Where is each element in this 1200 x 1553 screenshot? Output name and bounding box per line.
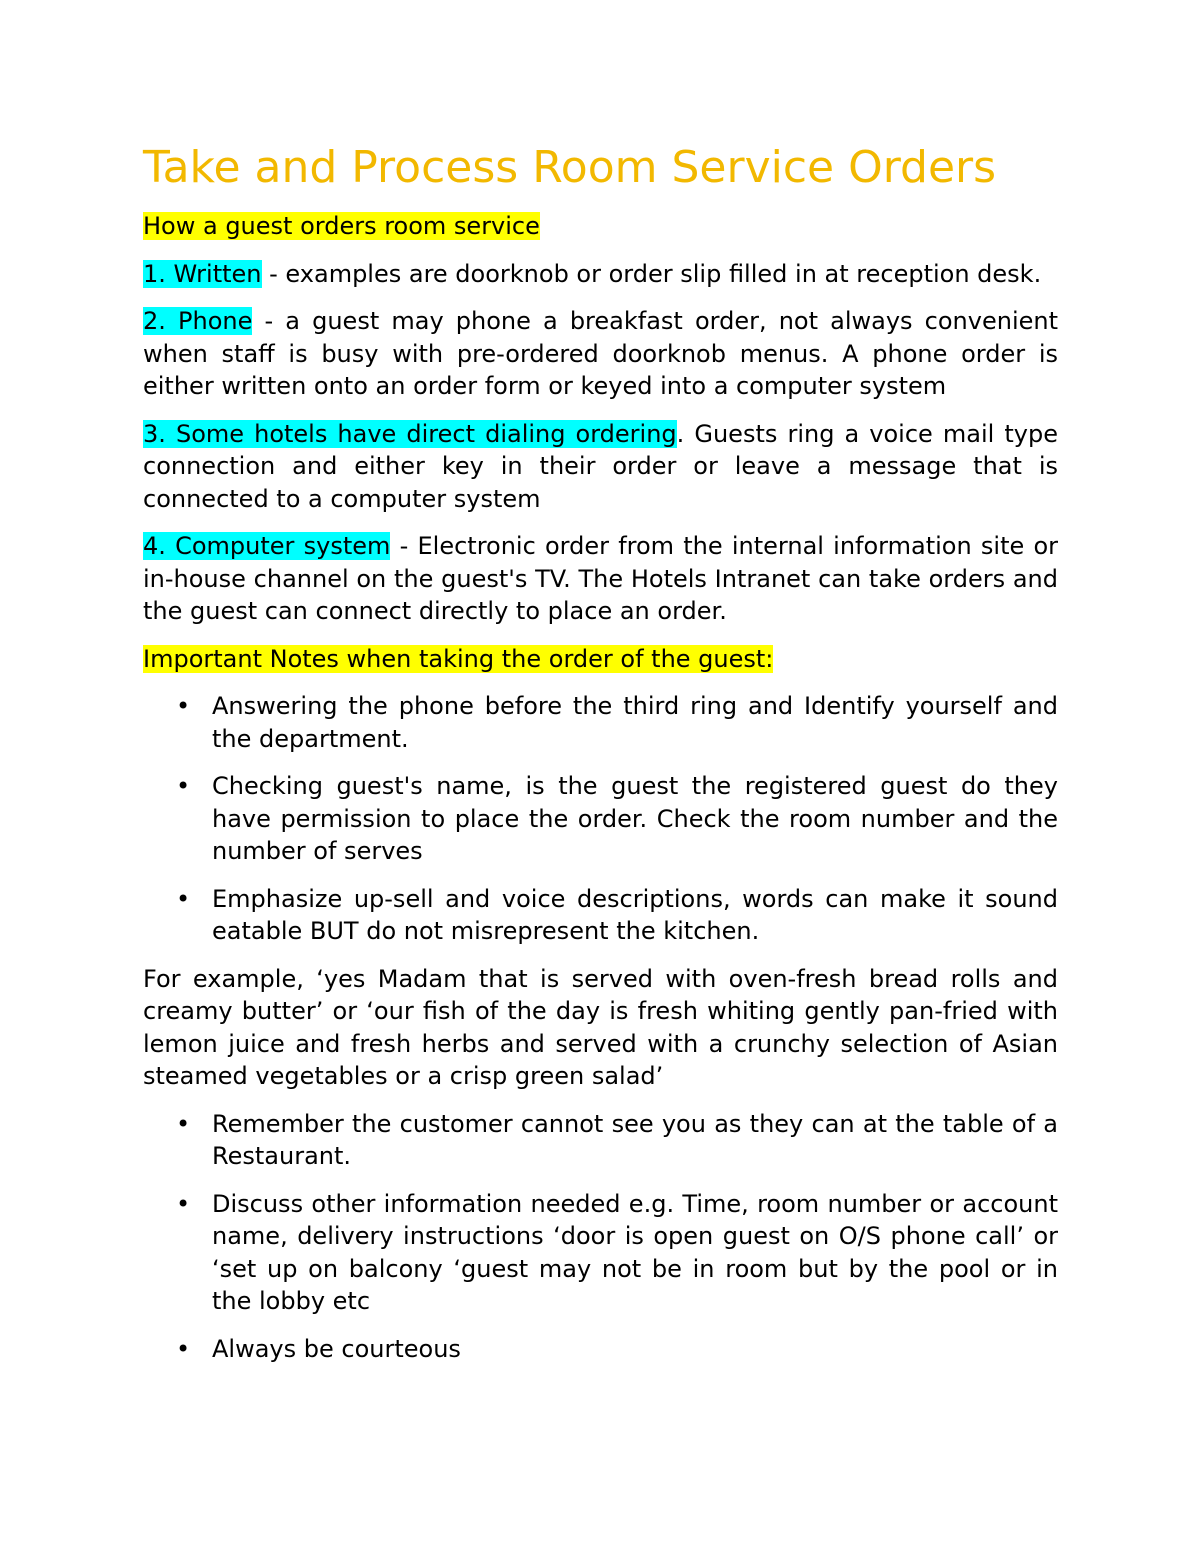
order-method-text: . Guests ring a voice mail type connection and either key in their order or leave a message that is connected to a computer system xyxy=(143,419,1058,513)
list-item xyxy=(143,690,1058,755)
list-item xyxy=(143,883,1058,948)
bullet-icon: • xyxy=(176,692,191,720)
order-method-item xyxy=(143,305,1058,403)
list-item-text: Emphasize up-sell and voice descriptions, words can make it sound eatable BUT do not misrepresent the kitchen. xyxy=(212,884,1058,945)
list-item xyxy=(143,1108,1058,1173)
order-method-text: - Electronic order from the internal information site or in-house channel on the guest's TV. The Hotels Intranet can take orders and the guest can connect directly to place an order. xyxy=(143,532,1059,625)
order-method-text: - examples are doorknob or order slip filled in at reception desk. xyxy=(261,259,1042,288)
section-heading-notes xyxy=(143,643,1058,676)
bullet-icon: • xyxy=(176,884,191,913)
bullet-icon: • xyxy=(176,1109,191,1138)
document-page xyxy=(143,140,1058,1380)
order-method-label: 4. Computer system xyxy=(143,532,391,560)
highlighted-heading: Important Notes when taking the order of the guest: xyxy=(143,644,774,673)
highlighted-heading: How a guest orders room service xyxy=(143,212,540,240)
list-item xyxy=(143,1333,1058,1366)
order-method-item xyxy=(143,530,1058,628)
list-item-text: Remember the customer cannot see you as they can at the table of a Restaurant. xyxy=(212,1109,1058,1170)
page-title: Take and Process Room Service Orders xyxy=(143,142,997,193)
section-heading-ordering xyxy=(143,210,1058,243)
order-method-label: 3. Some hotels have direct dialing ordering xyxy=(143,419,677,448)
notes-list xyxy=(143,690,1058,948)
list-item xyxy=(143,1188,1058,1318)
example-paragraph: For example, ‘yes Madam that is served with oven-fresh bread rolls and creamy butter’ or ‘our fish of the day is fresh whiting gently pan-fried with lemon juice and fresh herbs and served with a crunchy selection of Asian steamed vegetables or a crisp green salad’ xyxy=(143,964,1058,1090)
list-item-text: Always be courteous xyxy=(212,1334,461,1363)
bullet-icon: • xyxy=(176,772,191,800)
order-method-text: - a guest may phone a breakfast order, not always convenient when staff is busy with pre-ordered doorknob menus. A phone order is either written onto an order form or keyed into a computer system xyxy=(143,307,1059,400)
list-item-text: Checking guest's name, is the guest the registered guest do they have permission to place the order. Check the room number and the number of serves xyxy=(212,772,1058,865)
order-method-item xyxy=(143,418,1058,516)
bullet-icon: • xyxy=(176,1189,191,1218)
bullet-icon: • xyxy=(176,1334,191,1363)
order-method-label: 1. Written xyxy=(143,259,262,288)
list-item xyxy=(143,770,1058,868)
additional-notes-list xyxy=(143,1108,1058,1366)
order-method-item xyxy=(143,258,1058,291)
list-item-text: Answering the phone before the third ring and Identify yourself and the department. xyxy=(212,692,1058,753)
order-method-label: 2. Phone xyxy=(143,307,253,335)
list-item-text: Discuss other information needed e.g. Time, room number or account name, delivery instructions ‘door is open guest on O/S phone call’ or ‘set up on balcony ‘guest may not be in room but by the pool or in the lobby etc xyxy=(212,1189,1058,1315)
